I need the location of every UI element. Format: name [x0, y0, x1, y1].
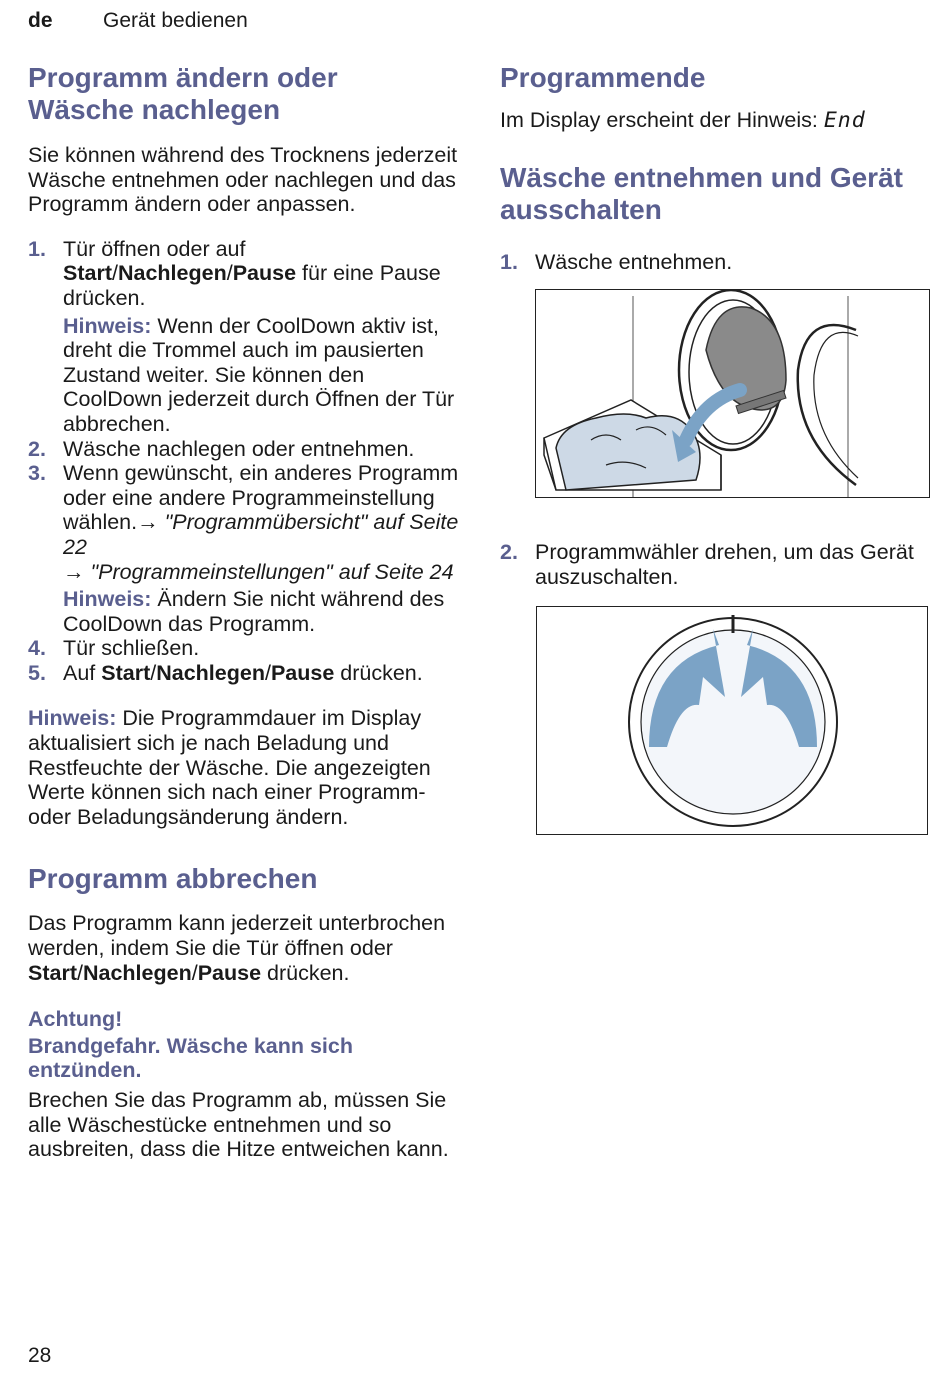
section-title: Gerät bedienen — [103, 9, 248, 32]
step-1-note: Hinweis: Wenn der CoolDown aktiv ist, dreht die Trommel auch im pausierten Zustand weiter. Sie können den CoolDown jederzeit durch Öffnen der Tür abbrechen. — [63, 313, 455, 436]
cancel-text: Das Programm kann jederzeit unterbrochen werden, indem Sie die Tür öffnen oder Start/Nachlegen/Pause drücken. — [28, 911, 446, 985]
language-code: de — [28, 9, 53, 32]
page-header — [28, 9, 248, 33]
remove-step-2: 2. Programmwähler drehen, um das Gerät auszuschalten. — [500, 540, 914, 589]
step-5: 5. Auf Start/Nachlegen/Pause drücken. — [28, 660, 423, 685]
figure-remove-laundry — [535, 289, 930, 498]
remove-steps-2 — [500, 540, 930, 589]
laundry-basket-illustration — [536, 290, 929, 497]
warning-title: Brandgefahr. Wäsche kann sich entzünden. — [28, 1033, 353, 1083]
remove-steps — [500, 250, 930, 275]
remove-step-1: 1. Wäsche entnehmen. — [500, 249, 733, 274]
program-end-title: Programmende — [500, 62, 706, 93]
step-3: 3. Wenn gewünscht, ein anderes Programm oder eine andere Programmeinstellung wählen.→ "Programmübersicht" auf Seite 22 → "Programmeinstellungen" auf Seite 24 Hinweis: Ändern Sie nicht während des CoolDown das Programm. — [28, 461, 468, 636]
display-end-indicator: End — [823, 108, 866, 133]
figure-program-selector — [536, 606, 928, 835]
change-intro: Sie können während des Trocknens jederzeit Wäsche entnehmen oder nachlegen und das Programm ändern oder anpassen. — [28, 143, 458, 217]
ref-program-overview[interactable]: "Programmübersicht" auf Seite 22 — [63, 510, 459, 559]
ref-program-settings[interactable]: "Programmeinstellungen" auf Seite 24 — [90, 559, 454, 584]
warning-text: Brechen Sie das Programm ab, müssen Sie alle Wäschestücke entnehmen und so ausbreiten, dass die Hitze entweichen kann. — [28, 1088, 449, 1162]
step-3-note: Hinweis: Ändern Sie nicht während des CoolDown das Programm. — [63, 587, 445, 636]
step-2: 2. Wäsche nachlegen oder entnehmen. — [28, 436, 415, 461]
program-end-text: Im Display erscheint der Hinweis: End — [500, 108, 866, 133]
change-steps — [28, 237, 468, 686]
step-4: 4. Tür schließen. — [28, 636, 200, 661]
warning-box — [28, 1007, 468, 1162]
cancel-program-title: Programm abbrechen — [28, 863, 318, 895]
page-number: 28 — [28, 1344, 52, 1367]
remove-laundry-title: Wäsche entnehmen und Gerät ausschalten — [500, 161, 903, 225]
warning-label: Achtung! — [28, 1007, 123, 1032]
left-column — [28, 62, 468, 1162]
change-program-title: Programm ändern oder Wäsche nachlegen — [28, 62, 338, 125]
general-hint: Hinweis: Die Programmdauer im Display aktualisiert sich je nach Beladung und Restfeuchte der Wäsche. Die angezeigten Werte können sich nach einer Programm- oder Beladungsänderung ändern. — [28, 706, 431, 829]
program-selector-illustration — [537, 607, 927, 834]
right-column — [500, 62, 930, 589]
step-1: 1. Tür öffnen oder auf Start/Nachlegen/Pause für eine Pause drücken. Hinweis: Wenn der CoolDown aktiv ist, dreht die Trommel auch im pausierten Zustand weiter. Sie können den CoolDown jederzeit durch Öffnen der Tür abbrechen. — [28, 237, 468, 437]
